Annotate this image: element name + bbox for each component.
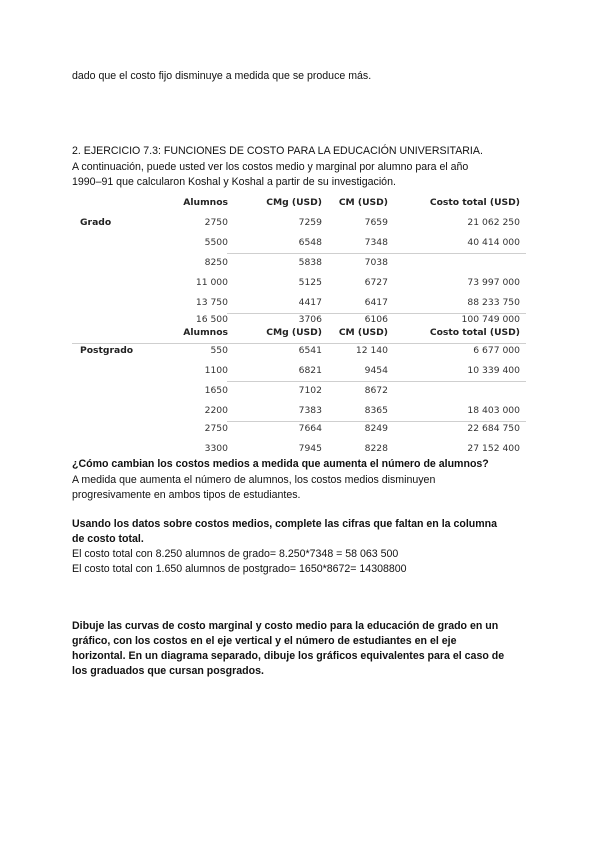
- cell-cmg: 6541: [298, 345, 322, 356]
- section-label-grado: Grado: [80, 217, 112, 228]
- table-row: [72, 233, 526, 253]
- question-3-line-1: Dibuje las curvas de costo marginal y costo medio para la educación de grado en un: [72, 620, 499, 632]
- cell-cmg: 5838: [298, 257, 322, 268]
- cell-cm: 8672: [364, 385, 388, 396]
- table-row: [72, 419, 526, 439]
- table-row: [72, 381, 526, 401]
- cell-cmg: 7383: [298, 405, 322, 416]
- header-alumnos: Alumnos: [183, 327, 228, 338]
- cell-costo-total: 10 339 400: [467, 365, 520, 376]
- cell-cmg: 7259: [298, 217, 322, 228]
- table-row: [72, 401, 526, 421]
- table-row: [72, 341, 526, 361]
- question-2-line-2: de costo total.: [72, 533, 144, 545]
- question-2-line-1: Usando los datos sobre costos medios, complete las cifras que faltan en la columna: [72, 518, 498, 530]
- cell-costo-total: 18 403 000: [467, 405, 520, 416]
- cell-costo-total: 6 677 000: [473, 345, 520, 356]
- cell-cm: 7348: [364, 237, 388, 248]
- table-row: [72, 273, 526, 293]
- cell-costo-total: 27 152 400: [467, 443, 520, 454]
- cell-costo-total: 88 233 750: [467, 297, 520, 308]
- header-costo-total: Costo total (USD): [429, 197, 520, 208]
- cell-cmg: 7102: [298, 385, 322, 396]
- answer-2-line-1: El costo total con 8.250 alumnos de grado= 8.250*7348 = 58 063 500: [72, 548, 399, 560]
- cell-costo-total: 100 749 000: [461, 314, 520, 325]
- cell-alumnos: 3300: [204, 443, 228, 454]
- cell-cmg: 6821: [298, 365, 322, 376]
- exercise-intro-line-1: A continuación, puede usted ver los costos medio y marginal por alumno para el año: [72, 161, 469, 173]
- cell-cmg: 5125: [298, 277, 322, 288]
- table-row: [72, 361, 526, 381]
- cell-cm: 9454: [364, 365, 388, 376]
- answer-1-line-2: progresivamente en ambos tipos de estudiantes.: [72, 489, 301, 501]
- cell-costo-total: 22 684 750: [467, 423, 520, 434]
- table-header-row: [72, 193, 526, 213]
- table-row: [72, 253, 526, 273]
- cell-alumnos: 1650: [204, 385, 228, 396]
- cell-cm: 8228: [364, 443, 388, 454]
- cell-cmg: 7945: [298, 443, 322, 454]
- cell-cm: 6106: [364, 314, 388, 325]
- cell-alumnos: 8250: [204, 257, 228, 268]
- answer-2-line-2: El costo total con 1.650 alumnos de postgrado= 1650*8672= 14308800: [72, 563, 407, 575]
- answer-1-line-1: A medida que aumenta el número de alumnos, los costos medios disminuyen: [72, 474, 436, 486]
- cell-cmg: 6548: [298, 237, 322, 248]
- header-alumnos: Alumnos: [183, 197, 228, 208]
- question-3-line-3: horizontal. En un diagrama separado, dibuje los gráficos equivalentes para el caso de: [72, 650, 505, 662]
- cell-alumnos: 550: [210, 345, 228, 356]
- header-cmg: CMg (USD): [266, 327, 322, 338]
- cell-alumnos: 16 500: [195, 314, 228, 325]
- table-row: [72, 439, 526, 459]
- cell-alumnos: 1100: [204, 365, 228, 376]
- question-3-line-2: gráfico, con los costos en el eje vertical y el número de estudiantes en el eje: [72, 635, 457, 647]
- cell-alumnos: 2750: [204, 423, 228, 434]
- cell-cm: 6417: [364, 297, 388, 308]
- question-1: ¿Cómo cambian los costos medios a medida que aumenta el número de alumnos?: [72, 458, 489, 470]
- cell-cm: 8249: [364, 423, 388, 434]
- cell-cm: 12 140: [355, 345, 388, 356]
- cell-alumnos: 11 000: [195, 277, 228, 288]
- header-costo-total: Costo total (USD): [429, 327, 520, 338]
- cell-costo-total: 21 062 250: [467, 217, 520, 228]
- cell-costo-total: 73 997 000: [467, 277, 520, 288]
- cell-cm: 8365: [364, 405, 388, 416]
- cell-alumnos: 2750: [204, 217, 228, 228]
- exercise-title: 2. EJERCICIO 7.3: FUNCIONES DE COSTO PARA LA EDUCACIÓN UNIVERSITARIA.: [72, 145, 483, 157]
- header-cm: CM (USD): [338, 197, 388, 208]
- cell-cm: 6727: [364, 277, 388, 288]
- cell-alumnos: 13 750: [195, 297, 228, 308]
- header-cm: CM (USD): [338, 327, 388, 338]
- table-header-row: [72, 323, 526, 343]
- question-3-line-4: los graduados que cursan posgrados.: [72, 665, 264, 677]
- cell-alumnos: 5500: [204, 237, 228, 248]
- intro-line: dado que el costo fijo disminuye a medida que se produce más.: [72, 70, 372, 82]
- cell-cmg: 7664: [298, 423, 322, 434]
- header-cmg: CMg (USD): [266, 197, 322, 208]
- cell-cmg: 3706: [298, 314, 322, 325]
- section-label-postgrado: Postgrado: [80, 345, 134, 356]
- cell-costo-total: 40 414 000: [467, 237, 520, 248]
- table-row: [72, 213, 526, 233]
- cell-cm: 7038: [364, 257, 388, 268]
- cell-cm: 7659: [364, 217, 388, 228]
- cell-alumnos: 2200: [204, 405, 228, 416]
- exercise-intro-line-2: 1990–91 que calcularon Koshal y Koshal a partir de su investigación.: [72, 176, 396, 188]
- cell-cmg: 4417: [298, 297, 322, 308]
